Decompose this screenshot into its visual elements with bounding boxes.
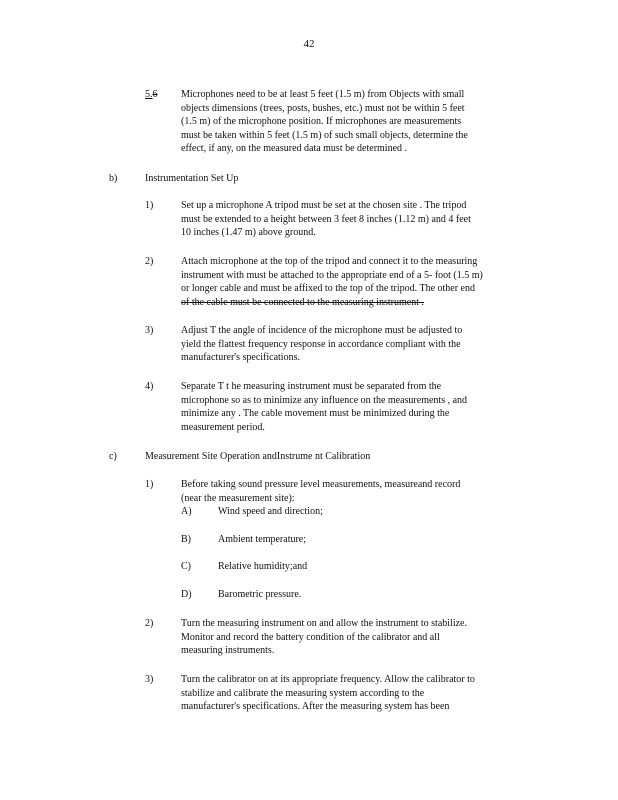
section-b-label: b) <box>109 173 118 184</box>
b-item-3-line: Adjust T the angle of incidence of the microphone must be adjusted to <box>181 325 463 336</box>
item-5-number-struck: 6 <box>152 89 158 100</box>
c-subitem-a-text: Wind speed and direction; <box>218 506 323 517</box>
b-item-3-number: 3) <box>145 325 154 336</box>
section-b-title: Instrumentation Set Up <box>145 173 239 184</box>
c-item-2-line: Monitor and record the battery condition of the calibrator and all <box>181 631 440 643</box>
item-5-number-text: 5. <box>145 89 153 100</box>
item-5-line: objects dimensions (trees, posts, bushes, etc.) must not be within 5 feet <box>181 102 465 114</box>
item-5-line: (1.5 m) of the microphone position. If microphones are measurements <box>181 116 462 127</box>
c-subitem-c-label: C) <box>181 561 191 572</box>
c-item-1-line: Before taking sound pressure level measurements, measureand record <box>181 479 461 490</box>
c-subitem-c-text: Relative humidity;and <box>218 561 308 572</box>
c-item-3-line: Turn the calibrator on at its appropriate frequency. Allow the calibrator to <box>181 674 475 685</box>
b-item-1-number: 1) <box>145 200 154 211</box>
item-5-paragraph <box>181 88 541 156</box>
c-item-1-number: 1) <box>145 479 154 490</box>
c-item-2-line: measuring instruments. <box>181 645 275 656</box>
c-subitem-a-label: A) <box>181 506 192 517</box>
b-item-2-paragraph <box>181 255 541 309</box>
c-item-2-paragraph <box>181 617 541 658</box>
b-item-2-line: or longer cable and must be affixed to the top of the tripod. The other end <box>181 283 475 294</box>
c-item-1-paragraph <box>181 478 541 505</box>
c-subitem-d-label: D) <box>181 589 192 600</box>
b-item-2-number: 2) <box>145 256 154 267</box>
b-item-1-line: 10 inches (1.47 m) above ground. <box>181 227 316 238</box>
item-5-number <box>145 88 158 102</box>
c-item-2-number: 2) <box>145 618 154 629</box>
c-item-3-line: manufacturer's specifications. After the measuring system has been <box>181 701 450 712</box>
b-item-4-line: measurement period. <box>181 421 265 433</box>
b-item-3-paragraph <box>181 324 541 365</box>
section-c-title: Measurement Site Operation andInstrume nt Calibration <box>145 451 371 462</box>
b-item-4-number: 4) <box>145 381 154 392</box>
page-number: 42 <box>303 38 315 50</box>
b-item-2-line: instrument with must be attached to the appropriate end of a 5- foot (1.5 m) <box>181 269 483 281</box>
item-5-line: must be taken within 5 feet (1.5 m) of such small objects, determine the <box>181 129 468 141</box>
b-item-4-line: minimize any . The cable movement must be minimized during the <box>181 408 450 419</box>
c-item-3-paragraph <box>181 673 541 714</box>
b-item-2-line-struck: of the cable must be connected to the measuring instrument . <box>181 296 424 308</box>
c-subitem-b-text: Ambient temperature; <box>218 534 307 545</box>
b-item-4-paragraph <box>181 380 541 434</box>
c-subitem-d-text: Barometric pressure. <box>218 589 302 600</box>
b-item-4-line: microphone so as to minimize any influence on the measurements , and <box>181 394 468 406</box>
b-item-3-line: manufacturer's specifications. <box>181 352 300 363</box>
c-subitem-b-label: B) <box>181 534 191 545</box>
b-item-4-line: Separate T t he measuring instrument must be separated from the <box>181 381 442 392</box>
b-item-2-line: Attach microphone at the top of the tripod and connect it to the measuring <box>181 256 478 267</box>
c-item-3-number: 3) <box>145 674 154 685</box>
c-item-1-line: (near the measurement site): <box>181 492 295 504</box>
item-5-line: effect, if any, on the measured data must be determined . <box>181 143 408 154</box>
section-c-label: c) <box>109 451 117 462</box>
b-item-1-line: Set up a microphone A tripod must be set at the chosen site . The tripod <box>181 200 467 211</box>
b-item-1-paragraph <box>181 199 541 240</box>
c-item-2-line: Turn the measuring instrument on and allow the instrument to stabilize. <box>181 618 467 629</box>
c-item-3-line: stabilize and calibrate the measuring system according to the <box>181 687 425 699</box>
b-item-3-line: yield the flattest frequency response in accordance compliant with the <box>181 338 461 350</box>
b-item-1-line: must be extended to a height between 3 feet 8 inches (1.12 m) and 4 feet <box>181 213 471 225</box>
item-5-line: Microphones need to be at least 5 feet (1.5 m) from Objects with small <box>181 89 465 100</box>
